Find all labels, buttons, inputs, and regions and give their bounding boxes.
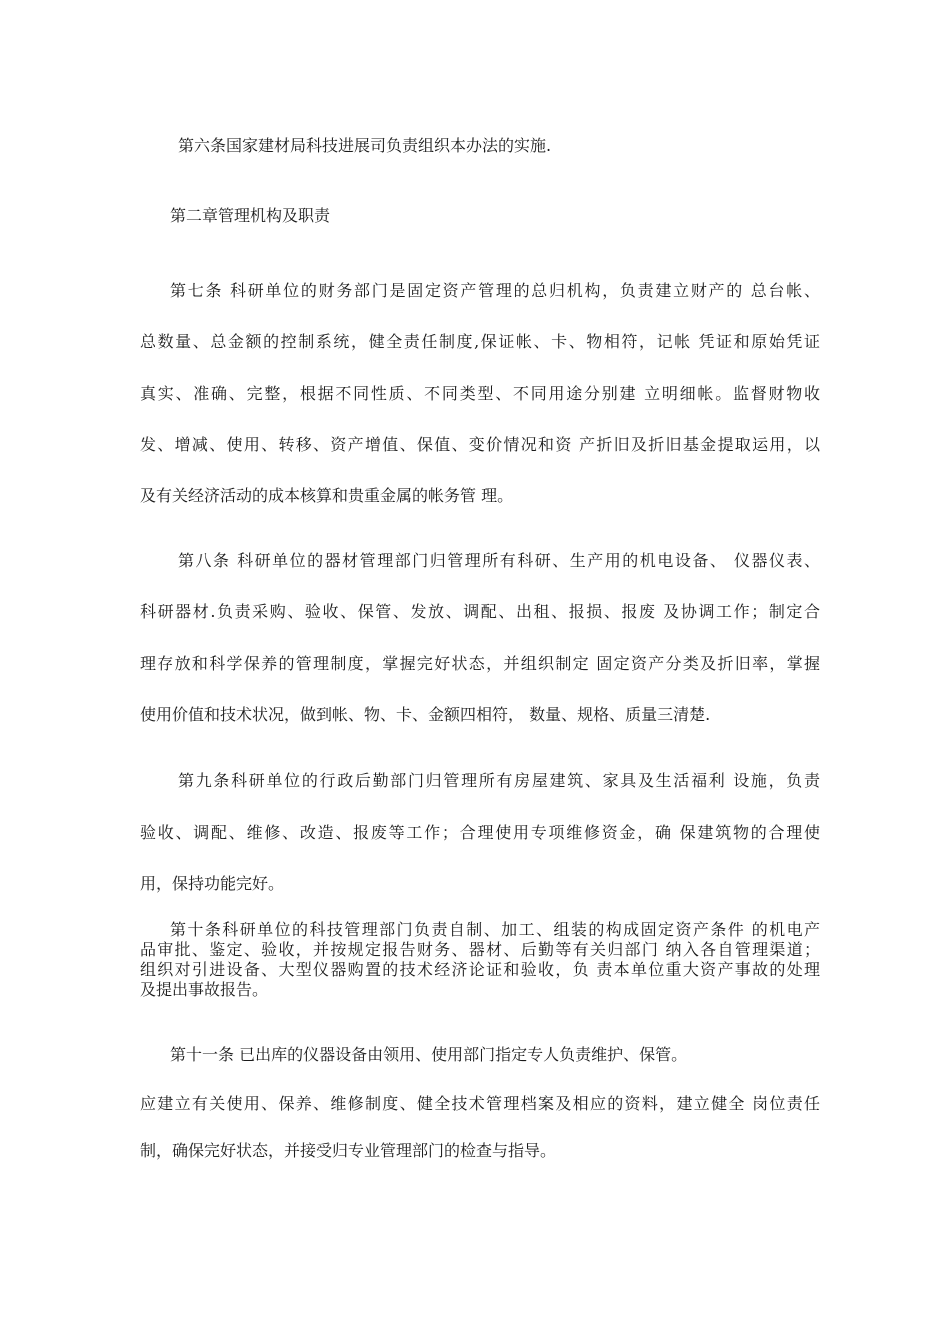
article-10-line: 及提出事故报告。 [140,980,269,999]
article-9-line: 第九条科研单位的行政后勤部门归管理所有房屋建筑、家具及生活福利 设施，负责 [178,771,820,790]
article-9-line: 用，保持功能完好。 [140,874,285,893]
chapter-heading: 第二章管理机构及职责 [170,206,331,225]
article-11-line: 制，确保完好状态，并接受归专业管理部门的检查与指导。 [140,1141,557,1160]
article-7-line: 及有关经济活动的成本核算和贵重金属的帐务管 理。 [140,486,514,505]
article-8-line: 使用价值和技术状况，做到帐、物、卡、金额四相符， 数量、规格、质量三清楚. [140,705,711,724]
article-6: 第六条国家建材局科技进展司负责组织本办法的实施. [178,136,552,155]
article-8-line: 科研器材.负责采购、验收、保管、发放、调配、出租、报损、报废 及协调工作；制定合 [140,602,820,621]
article-11-line: 第十一条 已出库的仪器设备由领用、使用部门指定专人负责维护、保管。 [170,1045,688,1064]
article-10-line: 组织对引进设备、大型仪器购置的技术经济论证和验收，负 责本单位重大资产事故的处理 [140,960,820,979]
article-7-line: 真实、准确、完整，根据不同性质、不同类型、不同用途分别建 立明细帐。监督财物收 [140,384,820,403]
article-7-line: 总数量、总金额的控制系统，健全责任制度,保证帐、卡、物相符，记帐 凭证和原始凭证 [140,332,820,351]
article-8-line: 第八条 科研单位的器材管理部门归管理所有科研、生产用的机电设备、 仪器仪表、 [178,551,820,570]
article-10-line: 第十条科研单位的科技管理部门负责自制、加工、组装的构成固定资产条件 的机电产 [170,920,820,939]
article-7-line: 第七条 科研单位的财务部门是固定资产管理的总归机构，负责建立财产的 总台帐、 [170,281,820,300]
article-10-line: 品审批、鉴定、验收，并按规定报告财务、器材、后勤等有关归部门 纳入各自管理渠道； [140,940,820,959]
article-7-line: 发、增减、使用、转移、资产增值、保值、变价情况和资 产折旧及折旧基金提取运用，以 [140,435,820,454]
article-9-line: 验收、调配、维修、改造、报废等工作；合理使用专项维修资金，确 保建筑物的合理使 [140,823,820,842]
article-8-line: 理存放和科学保养的管理制度，掌握完好状态，并组织制定 固定资产分类及折旧率，掌握 [140,654,820,673]
article-11-line: 应建立有关使用、保养、维修制度、健全技术管理档案及相应的资料，建立健全 岗位责任 [140,1094,820,1113]
